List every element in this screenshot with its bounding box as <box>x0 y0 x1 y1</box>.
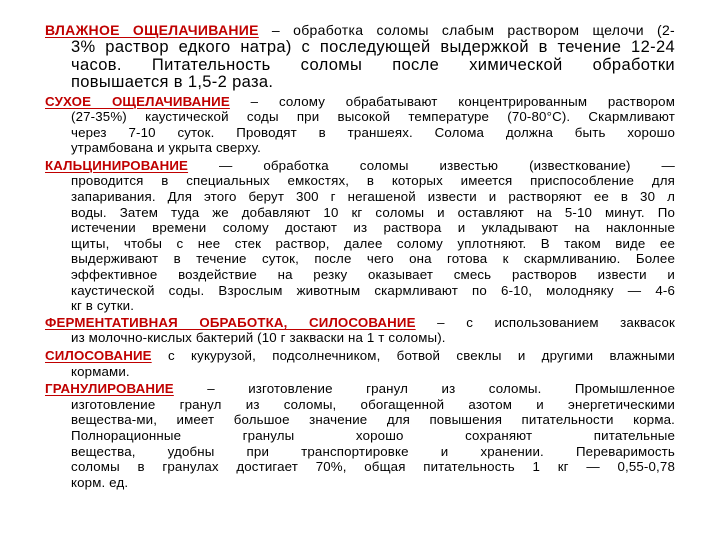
paragraph-line: запаривания. Для этого берут 300 г негашеной извести и растворяют ее в 30 л <box>71 189 675 205</box>
paragraph-line: 3% раствор едкого натра) с последующей выдержкой в течение 12-24 <box>71 38 675 56</box>
paragraph-wet-alkalization <box>45 22 675 92</box>
paragraph-line: эффективное воздействие на резку оказывает смесь растворов извести и <box>71 267 675 283</box>
paragraph-line: щиты, чтобы с нее стек раствор, далее солому уплотняют. В таком виде ее <box>71 235 675 251</box>
term-heading: СУХОЕ ОЩЕЛАЧИВАНИЕ <box>45 93 230 109</box>
term-heading: КАЛЬЦИНИРОВАНИЕ <box>45 157 189 173</box>
paragraph-first-line <box>45 22 675 39</box>
paragraph-line: изготовление гранул из соломы, обогащенной азотом и энергетическими <box>71 396 675 412</box>
paragraph-text: – изготовление гранул из соломы. Промышленное <box>173 381 675 397</box>
paragraph-line: повышается в 1,5-2 раза. <box>71 73 274 91</box>
document-page <box>45 22 675 490</box>
paragraph-line: выдерживают в течение суток, после чего она готова к скармливанию. Более <box>71 251 675 267</box>
paragraph-dry-alkalization <box>45 94 675 156</box>
paragraph-text: – с использованием заквасок <box>415 314 675 330</box>
paragraph-fermentation <box>45 315 675 346</box>
paragraph-line: (27-35%) каустической соды при высокой температуре (70-80°С). Скармливают <box>71 109 675 125</box>
paragraph-calcination <box>45 158 675 314</box>
paragraph-granulation <box>45 381 675 490</box>
paragraph-line: кг в сутки. <box>71 298 135 314</box>
paragraph-line: истечении времени солому достают из раствора и укладывают на наклонные <box>71 220 675 236</box>
paragraph-line: из молочно-кислых бактерий (10 г закваски на 1 т соломы). <box>71 330 446 346</box>
paragraph-line: Полнорационные гранулы хорошо сохраняют питательные <box>71 427 675 443</box>
term-heading: ГРАНУЛИРОВАНИЕ <box>45 381 174 397</box>
paragraph-line: каустической соды. Взрослым животным скармливают по 6-10, молодняку — 4-6 <box>71 282 675 298</box>
paragraph-line: проводится в специальных емкостях, в которых имеется приспособление для <box>71 173 675 189</box>
term-heading: ФЕРМЕНТАТИВНАЯ ОБРАБОТКА, СИЛОСОВАНИЕ <box>45 314 416 330</box>
paragraph-first-line <box>45 158 675 174</box>
paragraph-text: – солому обрабатывают концентрированным раствором <box>229 93 676 109</box>
paragraph-silage <box>45 348 675 379</box>
paragraph-line: утрамбована и укрыта сверху. <box>71 140 261 156</box>
paragraph-first-line <box>45 348 675 364</box>
term-heading: СИЛОСОВАНИЕ <box>45 348 152 363</box>
paragraph-line: воды. Затем туда же добавляют 10 кг соломы и оставляют на 5-10 минут. По <box>71 204 675 220</box>
paragraph-line: через 7-10 суток. Проводят в траншеях. Солома должна быть хорошо <box>71 124 675 140</box>
paragraph-line: часов. Питательность соломы после химической обработки <box>71 55 675 74</box>
paragraph-line: корм. ед. <box>71 474 129 490</box>
paragraph-text: – обработка соломы слабым раствором щелочи (2- <box>258 22 675 38</box>
paragraph-line: вещества-ми, имеет большое значение для повышения питательности корма. <box>71 412 675 428</box>
term-heading: ВЛАЖНОЕ ОЩЕЛАЧИВАНИЕ <box>45 22 259 38</box>
paragraph-first-line <box>45 94 675 110</box>
paragraph-text: — обработка соломы известью (известкование) — <box>188 157 675 173</box>
paragraph-first-line <box>45 381 675 397</box>
paragraph-text: с кукурузой, подсолнечником, ботвой свеклы и другими влажными <box>151 348 675 363</box>
paragraph-line: кормами. <box>71 363 130 379</box>
paragraph-line: соломы в гранулах достигает 70%, общая питательность 1 кг — 0,55-0,78 <box>71 459 675 475</box>
paragraph-first-line <box>45 315 675 331</box>
paragraph-line: вещества, удобны при транспортировке и хранении. Переваримость <box>71 443 675 459</box>
